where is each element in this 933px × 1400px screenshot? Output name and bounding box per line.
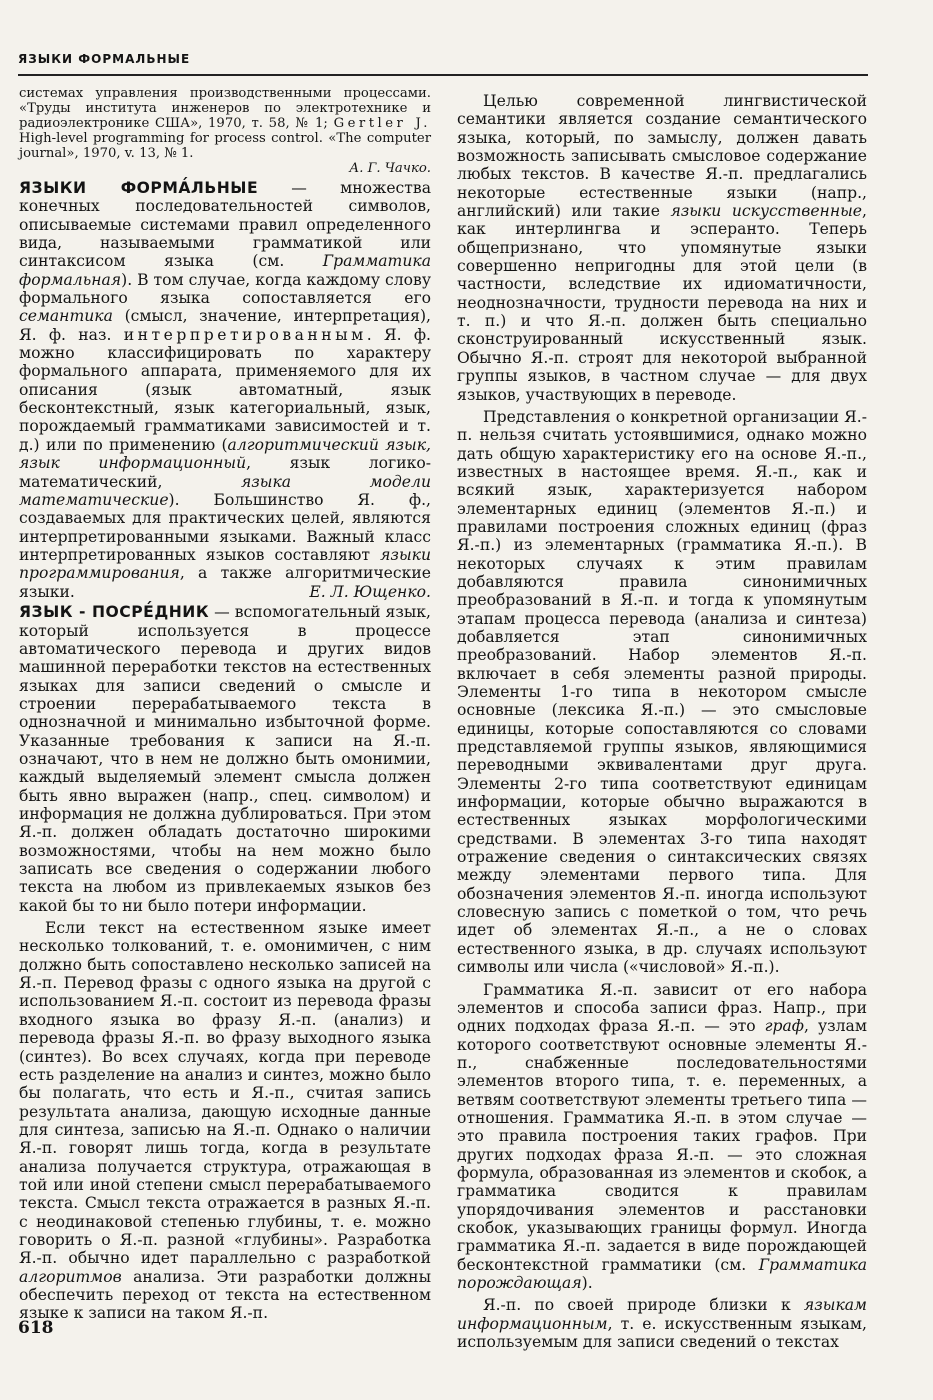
reference-author: Gertler J. bbox=[333, 116, 431, 131]
article-heading: ЯЗЫКИ ФОРМА́ЛЬНЫЕ bbox=[19, 179, 259, 197]
right-column bbox=[457, 92, 867, 1351]
page-number: 618 bbox=[18, 1318, 54, 1338]
running-header: ЯЗЫКИ ФОРМАЛЬНЫЕ bbox=[18, 52, 191, 66]
article-heading: ЯЗЫК - ПОСРЕ́ДНИК bbox=[19, 603, 210, 622]
article-yazyk-posrednik: ЯЗЫК - ПОСРЕ́ДНИК — вспомогательный язык, который используется в процессе автоматического перевода и других видов машинной переработки текстов на естественных языках для записи сведений о смысле и строении перерабатываемого текста в однозначной и минимально избыточной форме. Указанные требования к записи на Я.-п. означают, что в нем не должно быть омонимии, каждый выделяемый элемент смысла должен быть явно выражен (напр., спец. символом) и информация не должна дублироваться. При этом Я.-п. должен обладать достаточно широкими возможностями, чтобы на нем можно было записать все сведения о содержании любого текста на любом из привлекаемых языков без какой бы то ни было потери информации. bbox=[19, 603, 431, 915]
header-rule bbox=[18, 74, 868, 76]
signature-chachko: А. Г. Чачко. bbox=[349, 161, 431, 176]
paragraph-semantics: Целью современной лингвистической семантики является создание семантического языка, который, по замыслу, должен давать возможность записывать смысловое содержание любых текстов. В качестве Я.-п. предлагались некоторые естественные языки (напр., английский) или такие языки искусственные, как интерлингва и эсперанто. Теперь общепризнано, что упомянутые языки совершенно непригодны для этой цели (в частности, вследствие их идиоматичности, неоднозначности, трудности перевода на них и т. п.) и что Я.-п. должен быть специально сконструированный искусственный язык. Обычно Я.-п. строят для некоторой выбранной группы языков, в частном случае — для двух языков, участвующих в переводе. bbox=[457, 92, 867, 404]
article-yazyki-formalnye: ЯЗЫКИ ФОРМА́ЛЬНЫЕ — множества конечных последовательностей символов, описываемые системами правил определенного вида, называемыми грамматикой или синтаксисом языка (см. Грамматика формальная). В том случае, когда каждому слову формального языка сопоставляется его семантика (смысл, значение, интерпретация), Я. ф. наз. интерпретированным. Я. ф. можно классифицировать по характеру формального аппарата, применяемого для их описания (язык автоматный, язык бесконтекстный, язык категориальный, язык, порождаемый грамматиками зависимостей и т. д.) или по применению (алгоритмический язык, язык информационный, язык логико-математический, языка модели математические). Большинство Я. ф., создаваемых для практических целей, являются интерпретированными языками. Важный класс интерпретированных языков составляют языки программирования, а также алгоритмические языки. bbox=[19, 179, 432, 601]
paragraph-grammar: Грамматика Я.-п. зависит от его набора элементов и способа записи фраз. Напр., при одних подходах фраза Я.-п. — это граф, узлам которого соответствуют основные элементы Я.-п., снабженные последовательностями элементов второго типа, т. е. переменных, а ветвям соответствуют элементы третьего типа — отношения. Грамматика Я.-п. в этом случае — это правила построения таких графов. При других подходах фраза Я.-п. — это сложная формула, образованная из элементов и скобок, а грамматика сводится к правилам упорядочивания элементов и расстановки скобок, указывающих границы формул. Иногда грамматика Я.-п. задается в виде порождающей бесконтекстной грамматики (см. Грамматика порождающая). bbox=[457, 980, 867, 1292]
reference-continuation: системах управления производственными процессами. «Труды института инженеров по электротехнике и радиоэлектронике США», 1970, т. 58, № 1; Gertler J. High-level programming for process control. «The computer journal», 1970, v. 13, № 1. bbox=[19, 86, 431, 161]
left-column bbox=[19, 86, 431, 1323]
paragraph-organization: Представления о конкретной организации Я.-п. нельзя считать устоявшимися, однако можно дать общую характеристику его на основе Я.-п., известных в настоящее время. Я.-п., как и всякий язык, характеризуется набором элементарных единиц (элементов Я.-п.) и правилами построения сложных единиц (фраз Я.-п.) из элементарных (грамматика Я.-п.). В некоторых случаях к этим правилам добавляются правила синонимичных преобразований в Я.-п. и тогда к упомянутым этапам процесса перевода (анализа и синтеза) добавляется этап синонимичных преобразований. Набор элементов Я.-п. включает в себя элементы разной природы. Элементы 1-го типа в некотором смысле основные (лексика Я.-п.) — это смысловые единицы, которые сопоставляются со словами представляемой группы языков, являющимися переводными эквивалентами друг друга. Элементы 2-го типа соответствуют единицам информации, которые обычно выражаются в естественных языках морфологическими средствами. В элементах 3-го типа находят отражение сведения о синтаксических связях между элементами первого типа. Для обозначения элементов Я.-п. иногда используют словесную запись с пометкой о том, что речь идет об элементах Я.-п., а не о словах естественного языка, в др. случаях используют символы или числа («числовой» Я.-п.). bbox=[457, 407, 867, 977]
paragraph-information-languages: Я.-п. по своей природе близки к языкам информационным, т. е. искусственным языкам, используемым для записи сведений о текстах bbox=[457, 1296, 867, 1352]
signature-yushchenko: Е. Л. Ющенко. bbox=[309, 582, 431, 601]
paragraph-homonymy: Если текст на естественном языке имеет несколько толкований, т. е. омонимичен, с ним должно быть сопоставлено несколько записей на Я.-п. Перевод фразы с одного языка на другой с использованием Я.-п. состоит из перевода фразы входного языка во фразу Я.-п. (анализ) и перевода фразы Я.-п. во фразу выходного языка (синтез). Во всех случаях, когда при переводе есть разделение на анализ и синтез, можно было бы полагать, что есть и Я.-п., считая запись результата анализа, дающую исходные данные для синтеза, записью на Я.-п. Однако о наличии Я.-п. говорят лишь тогда, когда в результате анализа получается структура, отражающая в той или иной степени смысл перерабатываемого текста. Смысл текста отражается в разных Я.-п. с неодинаковой степенью глубины, т. е. можно говорить о Я.-п. разной «глубины». Разработка Я.-п. обычно идет параллельно с разработкой алгоритмов анализа. Эти разработки должны обеспечить переход от текста на естественном языке к записи на таком Я.-п. bbox=[19, 919, 431, 1323]
